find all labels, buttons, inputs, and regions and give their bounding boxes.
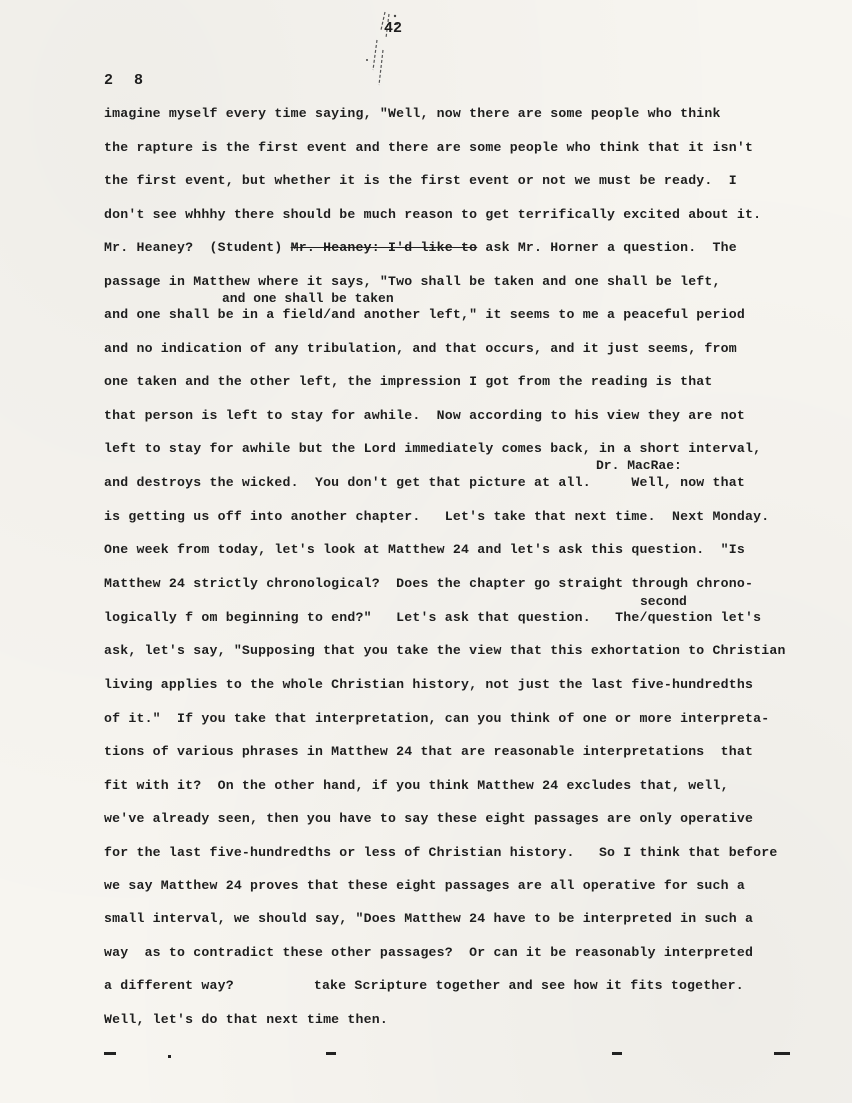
text-line: living applies to the whole Christian history, not just the last five-hundredths [104,677,754,692]
text-line: imagine myself every time saying, "Well, now there are some people who think [104,106,721,121]
text-line: Well, let's do that next time then. [104,1012,388,1027]
text-line: Matthew 24 strictly chronological? Does the chapter go straight through chrono- [104,576,754,591]
text-line: for the last five-hundredths or less of Christian history. So I think that before [104,845,778,860]
text-line: don't see whhhy there should be much reason to get terrifically excited about it. [104,207,762,222]
text-line: left to stay for awhile but the Lord immediately comes back, in a short interval, [104,441,762,456]
struck-text: Mr. Heaney: I'd like to [290,240,478,255]
text-line: One week from today, let's look at Matthew 24 and let's ask this question. "Is [104,542,745,557]
text-line: passage in Matthew where it says, "Two shall be taken and one shall be left, [104,274,721,289]
text-line: tions of various phrases in Matthew 24 that are reasonable interpretations that [104,744,754,759]
text-line: and destroys the wicked. You don't get that picture at all. Well, now that [104,475,745,490]
text-line [104,240,737,255]
text-line: and one shall be in a field/and another left," it seems to me a peaceful period [104,307,745,322]
page-number-top: 42 [384,20,403,37]
footer-dash [326,1052,336,1055]
line-segment: Mr. Heaney? (Student) [104,240,291,255]
interlinear-insertion: second [640,594,687,609]
text-line: fit with it? On the other hand, if you think Matthew 24 excludes that, well, [104,778,729,793]
text-line: and no indication of any tribulation, and that occurs, and it just seems, from [104,341,737,356]
text-line: the first event, but whether it is the first event or not we must be ready. I [104,173,737,188]
interlinear-insertion: and one shall be taken [222,291,394,306]
text-line [104,978,744,993]
line-segment: take Scripture together and see how it fits together. [313,978,744,993]
footer-dash [104,1052,116,1055]
text-line: we've already seen, then you have to say these eight passages are only operative [104,811,754,826]
text-line: small interval, we should say, "Does Matthew 24 have to be interpreted in such a [104,911,754,926]
footer-dash [612,1052,622,1055]
page-number-left: 2 8 [104,72,150,89]
text-line: logically f om beginning to end?" Let's ask that question. The/question let's [104,610,762,625]
speaker-label: Dr. MacRae: [596,458,682,473]
text-line: ask, let's say, "Supposing that you take the view that this exhortation to Christian [104,643,786,658]
text-line: of it." If you take that interpretation, can you think of one or more interpreta- [104,711,770,726]
line-segment: a different way? [104,978,234,993]
footer-dot [168,1055,171,1058]
text-line: the rapture is the first event and there are some people who think that it isn't [104,140,754,155]
text-line: way as to contradict these other passages? Or can it be reasonably interpreted [104,945,754,960]
line-segment: ask Mr. Horner a question. The [477,240,737,255]
text-line: is getting us off into another chapter. Let's take that next time. Next Monday. [104,509,770,524]
footer-dash [774,1052,790,1055]
text-line: we say Matthew 24 proves that these eight passages are all operative for such a [104,878,745,893]
text-line: that person is left to stay for awhile. Now according to his view they are not [104,408,745,423]
text-line: one taken and the other left, the impression I got from the reading is that [104,374,713,389]
